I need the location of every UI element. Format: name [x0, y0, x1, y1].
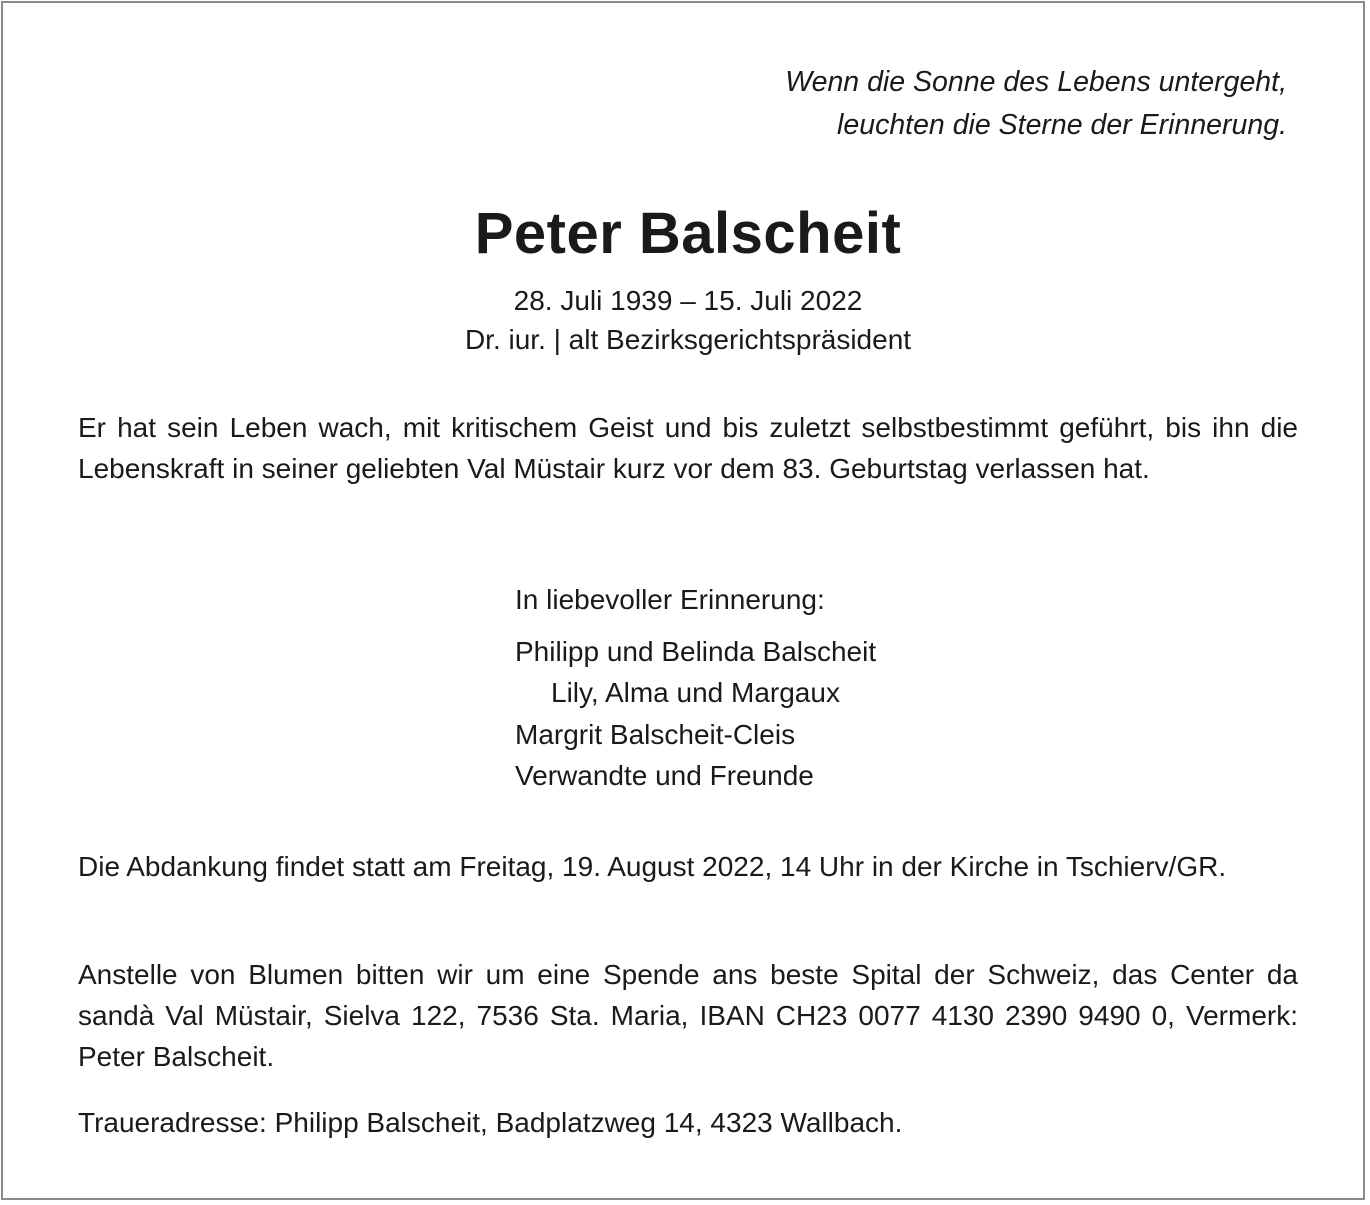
mourner-line: Verwandte und Freunde — [515, 760, 814, 791]
deceased-title: Dr. iur. | alt Bezirksgerichtspräsident — [464, 324, 912, 355]
mourners-block — [515, 579, 876, 797]
donation-paragraph: Anstelle von Blumen bitten wir um eine Spende ans beste Spital der Schweiz, das Center da sandà Val Müstair, Sielva 122, 7536 Sta. Maria, IBAN CH23 0077 4130 2390 9490 0, Vermerk: Peter Balscheit. — [78, 959, 1298, 1072]
quote-line-1: Wenn die Sonne des Lebens untergeht, — [785, 66, 1287, 98]
deceased-details — [3, 281, 1370, 359]
deceased-name: Peter Balscheit — [474, 201, 902, 266]
mourner-line: Philipp und Belinda Balscheit — [515, 635, 877, 667]
life-dates: 28. Juli 1939 – 15. Juli 2022 — [513, 285, 863, 316]
mourners-heading: In liebevoller Erinnerung: — [515, 584, 825, 615]
address-paragraph: Traueradresse: Philipp Balscheit, Badplatzweg 14, 4323 Wallbach. — [78, 1107, 903, 1138]
memorial-quote — [785, 61, 1287, 147]
obituary-notice — [1, 1, 1365, 1200]
quote-line-2: leuchten die Sterne der Erinnerung. — [837, 109, 1287, 141]
service-paragraph: Die Abdankung findet statt am Freitag, 19. August 2022, 14 Uhr in der Kirche in Tschierv/GR. — [78, 851, 1227, 882]
mourner-line: Margrit Balscheit-Cleis — [515, 718, 796, 750]
mourner-line: Lily, Alma und Margaux — [551, 677, 840, 708]
intro-paragraph: Er hat sein Leben wach, mit kritischem Geist und bis zuletzt selbstbestimmt geführt, bis ihn die Lebenskraft in seiner geliebten Val Müstair kurz vor dem 83. Geburtstag verlassen hat. — [78, 412, 1298, 484]
